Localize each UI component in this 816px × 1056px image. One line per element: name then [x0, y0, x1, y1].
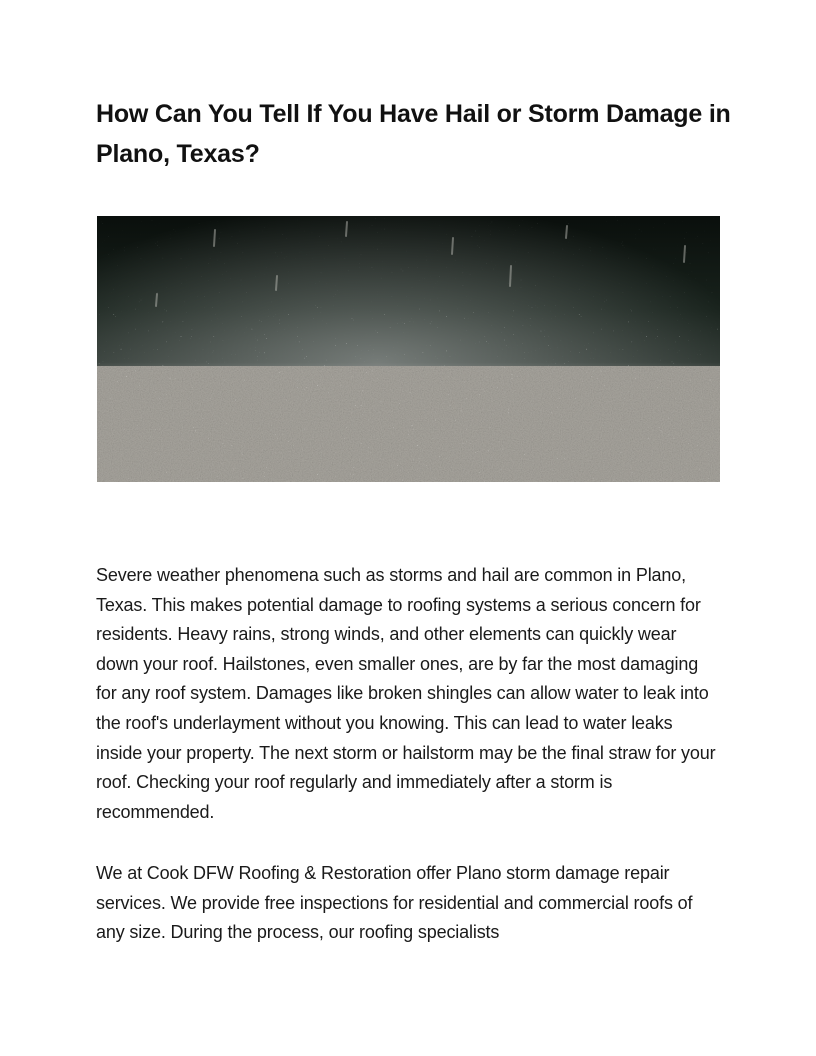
article-paragraph-2: We at Cook DFW Roofing & Restoration offer Plano storm damage repair services. We provide free inspections for residential and commercial roofs of any size. During the process, our roofing specialists [96, 863, 693, 943]
hailstorm-photo-graphic [97, 216, 720, 482]
article-paragraph-1: Severe weather phenomena such as storms and hail are common in Plano, Texas. This makes potential damage to roofing systems a serious concern for residents. Heavy rains, strong winds, and other elements can quickly wear down your roof. Hailstones, even smaller ones, are by far the most damaging for any roof system. Damages like broken shingles can allow water to leak into the roof's underlayment without you knowing. This can lead to water leaks inside your property. The next storm or hailstorm may be the final straw for your roof. Checking your roof regularly and immediately after a storm is recommended. [96, 565, 716, 822]
hailstorm-photo [97, 216, 720, 482]
article-title: How Can You Tell If You Have Hail or Storm Damage in Plano, Texas? [96, 100, 731, 168]
